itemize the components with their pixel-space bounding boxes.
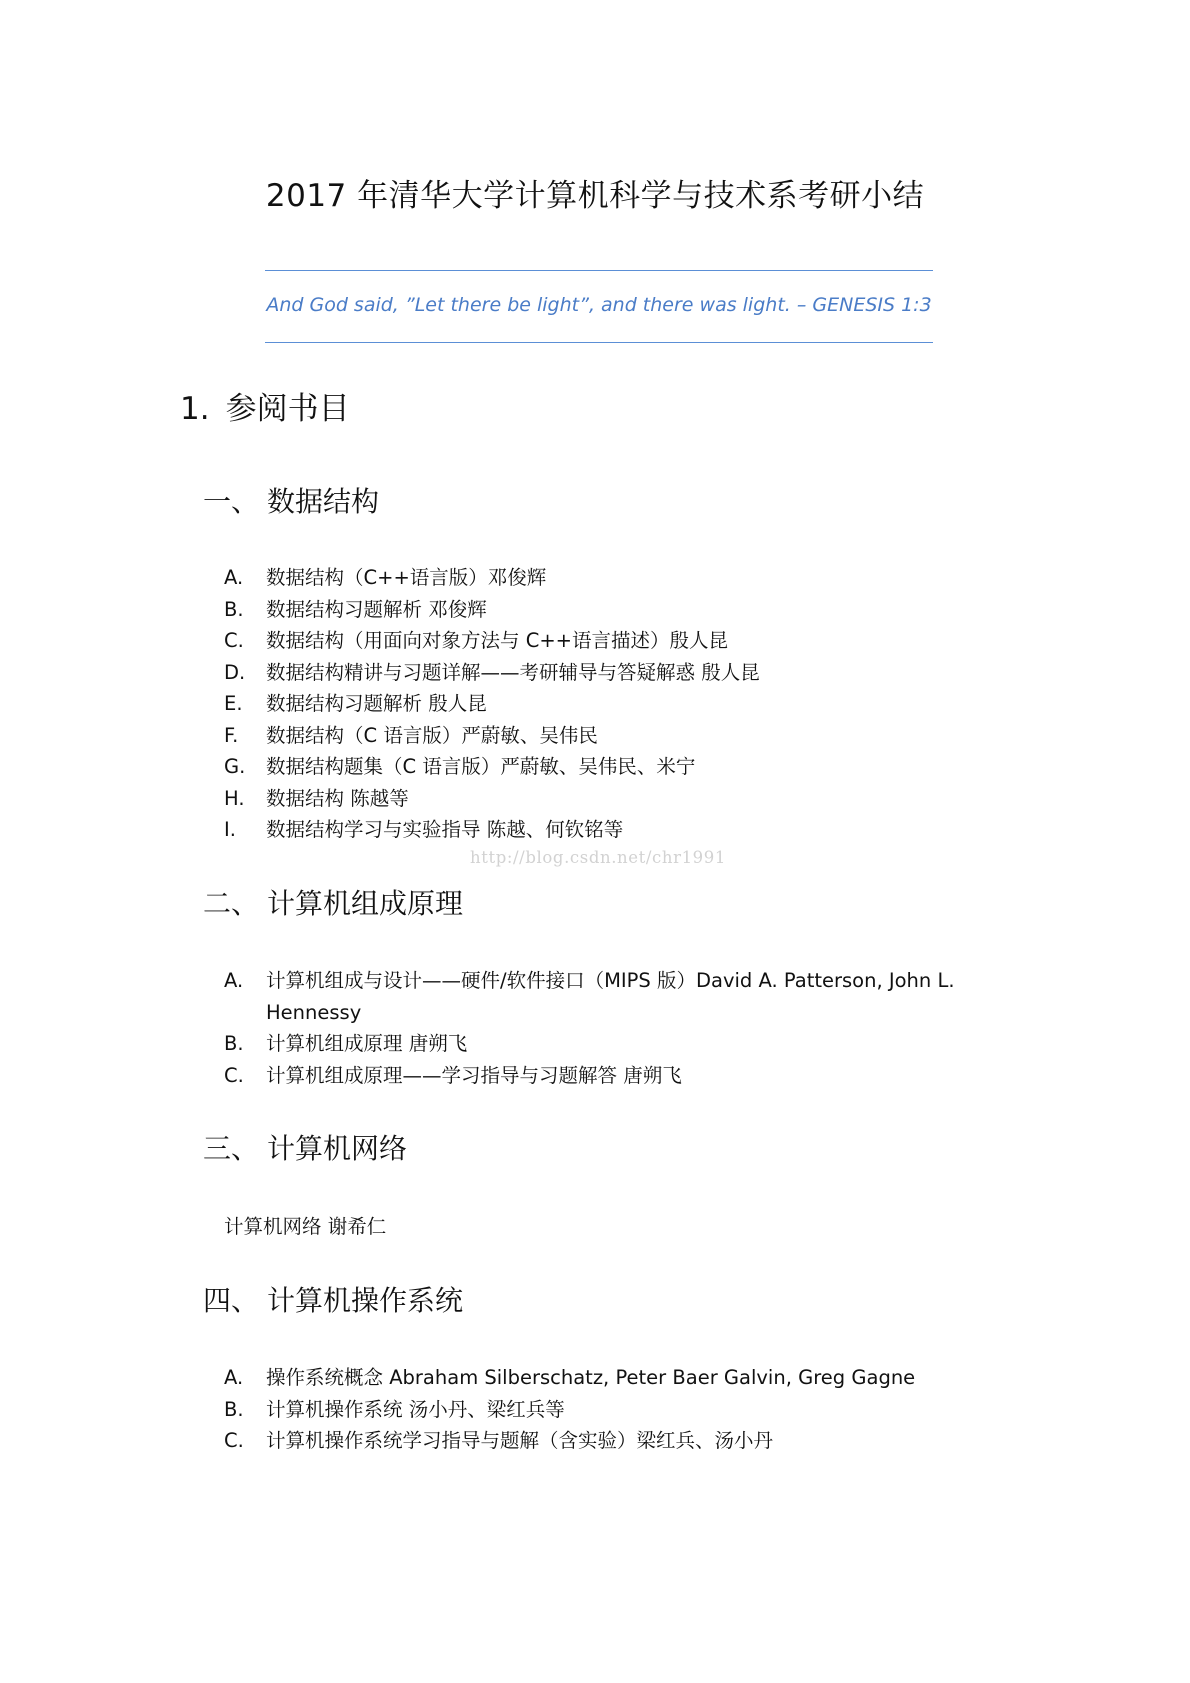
list-marker: C. <box>224 1429 244 1452</box>
list-marker: E. <box>224 692 243 715</box>
list-item <box>224 965 1024 1028</box>
book-list-operating-systems <box>224 1362 1024 1457</box>
subsection-title: 计算机操作系统 <box>267 1284 464 1317</box>
book-entry: 计算机组成原理——学习指导与习题解答 唐朔飞 <box>266 1063 682 1087</box>
list-item <box>224 625 1024 657</box>
book-entry: 数据结构（C++语言版）邓俊辉 <box>266 566 547 589</box>
epigraph-bottom-rule <box>265 342 933 343</box>
subsection-number: 三、 <box>203 1132 260 1165</box>
book-entry: 计算机组成与设计——硬件/软件接口（MIPS 版）David A. Patterson, John L. Hennessy <box>266 969 955 1024</box>
book-entry-computer-networks: 计算机网络 谢希仁 <box>224 1215 387 1238</box>
subsection-heading-operating-systems <box>203 1282 463 1320</box>
book-entry: 数据结构习题解析 邓俊辉 <box>266 597 487 621</box>
book-entry: 计算机组成原理 唐朔飞 <box>266 1032 468 1055</box>
list-marker: B. <box>224 1397 244 1421</box>
list-marker: A. <box>224 969 244 992</box>
list-marker: B. <box>224 597 244 621</box>
book-entry: 数据结构（用面向对象方法与 C++语言描述）殷人昆 <box>266 629 728 652</box>
list-item <box>224 814 1024 846</box>
list-marker: C. <box>224 629 244 652</box>
list-item <box>224 688 1024 720</box>
book-entry: 操作系统概念 Abraham Silberschatz, Peter Baer Galvin, Greg Gagne <box>266 1366 916 1389</box>
list-item <box>224 1394 1024 1426</box>
document-title: 2017 年清华大学计算机科学与技术系考研小结 <box>265 178 925 214</box>
book-entry: 数据结构学习与实验指导 陈越、何钦铭等 <box>266 818 624 841</box>
list-marker: C. <box>224 1063 244 1087</box>
subsection-heading-computer-networks <box>203 1130 407 1168</box>
book-entry: 数据结构 陈越等 <box>266 786 409 810</box>
list-item <box>224 1028 1024 1060</box>
subsection-number: 一、 <box>203 485 260 518</box>
list-item <box>224 657 1024 689</box>
list-item <box>224 783 1024 815</box>
subsection-title: 计算机组成原理 <box>267 887 464 920</box>
book-entry: 计算机操作系统学习指导与题解（含实验）梁红兵、汤小丹 <box>266 1429 774 1452</box>
list-marker: A. <box>224 566 244 589</box>
epigraph-top-rule <box>265 270 933 271</box>
book-entry: 数据结构习题解析 殷人昆 <box>266 692 487 715</box>
subsection-title: 数据结构 <box>267 485 380 518</box>
section-number: 1. <box>180 391 210 427</box>
list-marker: F. <box>224 723 239 747</box>
subsection-heading-data-structures <box>203 483 379 521</box>
book-list-computer-organization <box>224 965 1024 1091</box>
list-marker: G. <box>224 755 246 778</box>
subsection-number: 二、 <box>203 887 260 920</box>
list-item <box>224 751 1024 783</box>
watermark-url: http://blog.csdn.net/chr1991 <box>470 848 726 867</box>
epigraph-quote: And God said, ”Let there be light”, and there was light. – GENESIS 1:3 <box>266 294 932 316</box>
list-marker: I. <box>224 818 236 841</box>
list-item <box>224 562 1024 594</box>
book-entry: 数据结构（C 语言版）严蔚敏、吴伟民 <box>266 723 598 747</box>
list-item <box>224 1060 1024 1092</box>
section-title: 参阅书目 <box>225 391 350 427</box>
subsection-heading-computer-organization <box>203 885 463 923</box>
list-item <box>224 1362 1024 1394</box>
list-marker: D. <box>224 660 246 684</box>
subsection-number: 四、 <box>203 1284 260 1317</box>
list-item <box>224 720 1024 752</box>
list-marker: A. <box>224 1366 244 1389</box>
book-entry: 数据结构题集（C 语言版）严蔚敏、吴伟民、米宁 <box>266 755 696 778</box>
section-heading <box>180 388 350 430</box>
list-item <box>224 594 1024 626</box>
subsection-title: 计算机网络 <box>267 1132 408 1165</box>
list-marker: H. <box>224 786 245 810</box>
list-marker: B. <box>224 1032 244 1055</box>
list-item <box>224 1425 1024 1457</box>
book-entry: 计算机操作系统 汤小丹、梁红兵等 <box>266 1397 565 1421</box>
book-list-data-structures <box>224 562 1024 846</box>
book-entry: 数据结构精讲与习题详解——考研辅导与答疑解惑 殷人昆 <box>266 660 760 684</box>
